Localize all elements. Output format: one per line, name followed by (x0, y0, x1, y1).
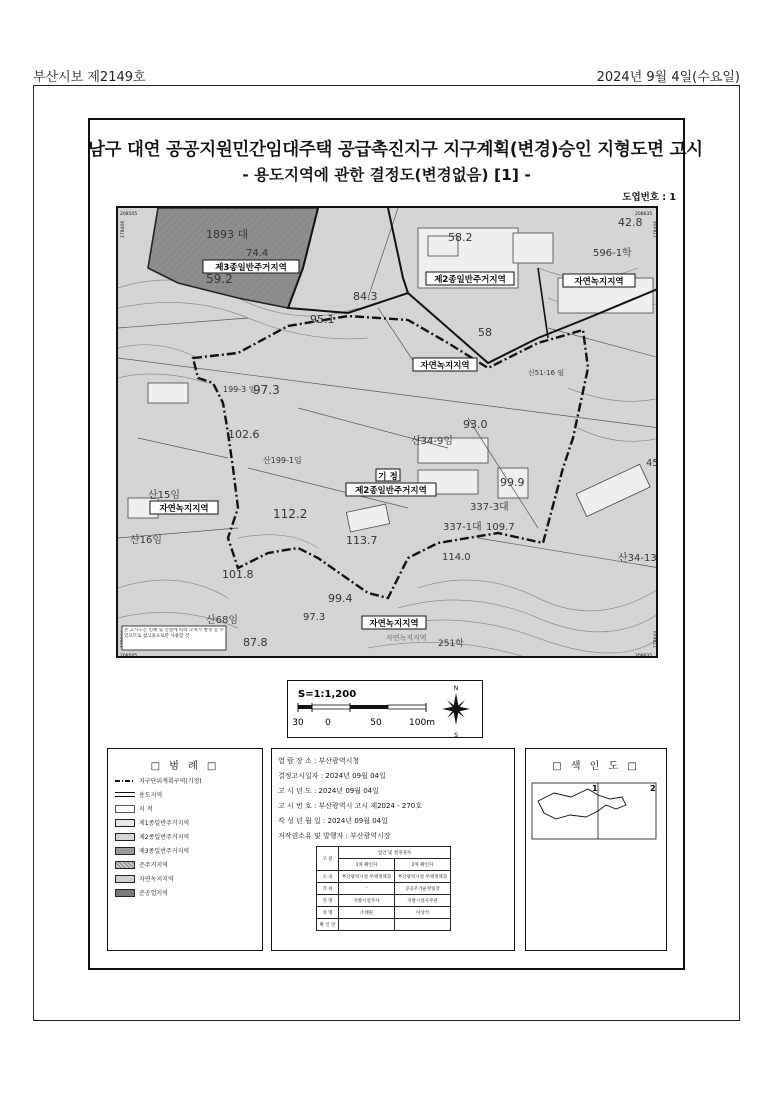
lot-label: 99.4 (328, 592, 353, 605)
sig-cell: 이상석 (395, 907, 451, 919)
sig-cell: 조대원 (339, 907, 395, 919)
lot-label: 자연녹지지역 (386, 634, 427, 642)
legend-swatch (115, 805, 135, 813)
legend-swatch (115, 833, 135, 841)
legend-swatch (115, 780, 135, 782)
gazette-issue: 부산시보 제2149호 (33, 70, 146, 85)
sheet-1-label: 1 (592, 784, 598, 793)
label-natural-mid: 자연녹지지역 (420, 361, 470, 371)
info-viewing-place: 열 람 장 소 : 부산광역시청 (278, 757, 360, 765)
coord-rb: 178644 (654, 630, 659, 648)
sig-label: 직 위 (317, 883, 339, 895)
coord-tl: 208505 (120, 212, 138, 217)
legend-swatch (115, 875, 135, 883)
lot-label: 42.8 (618, 216, 643, 229)
legend-item (115, 832, 189, 841)
lot-label: 101.8 (222, 568, 254, 581)
sig-col-1: 1차 확인자 (339, 859, 395, 871)
legend-item (115, 818, 189, 827)
lot-label: 114.0 (442, 552, 471, 563)
info-notice-number: 고 시 번 호 : 부산광역시 고시 제2024 - 270호 (278, 802, 422, 810)
north-arrow-icon (442, 693, 470, 725)
info-publisher: 저작권소유 및 발행자 : 부산광역시장 (278, 832, 391, 840)
scale-label: S=1:1,200 (298, 689, 357, 700)
legend-label: 용도지역 (139, 792, 163, 799)
legend-swatch (115, 792, 135, 797)
lot-label: 산15임 (148, 490, 181, 501)
lot-label: 84.3 (353, 290, 378, 303)
sig-row-label: 구 분 (317, 847, 339, 871)
lot-label: 97.3 (253, 383, 280, 397)
scale-tick-100: 100m (409, 718, 435, 728)
lot-label: 95.1 (310, 313, 335, 326)
legend-item (115, 860, 168, 869)
legend-swatch (115, 819, 135, 827)
sig-header: 입안 및 결정권자 (339, 847, 451, 859)
legend-label: 제3종일반주거지역 (139, 848, 190, 855)
sheet-2-label: 2 (650, 784, 656, 793)
gazette-date: 2024년 9월 4일(수요일) (596, 70, 740, 85)
notice-subtitle: - 용도지역에 관한 결정도(변경없음) [1] - (242, 166, 531, 184)
coord-br: 208635 (635, 654, 653, 659)
legend-label: 준공업지역 (139, 890, 168, 897)
notice-info-panel (271, 748, 515, 951)
legend-label: 제2종일반주거지역 (139, 834, 190, 841)
sig-cell (339, 919, 395, 931)
index-sheet-diagram (526, 773, 666, 843)
legend-item (115, 874, 174, 883)
coord-tr: 208635 (635, 212, 653, 217)
label-natural-left: 자연녹지지역 (159, 504, 209, 514)
coord-bl: 208505 (120, 654, 138, 659)
label-natural-topright: 자연녹지지역 (574, 277, 624, 287)
lot-label: 산199-1임 (263, 456, 302, 465)
legend-label: 자연녹지지역 (139, 876, 174, 883)
south-label: S (454, 732, 458, 739)
sig-label: 직 명 (317, 895, 339, 907)
sig-cell: 부산광역시청 주택정책과 (339, 871, 395, 883)
sig-cell: - (339, 883, 395, 895)
land-use-map (116, 206, 658, 658)
lot-label: 113.7 (346, 534, 378, 547)
signature-table (316, 846, 451, 931)
north-label: N (453, 685, 459, 692)
scale-tick-0: 0 (325, 718, 331, 728)
scale-box (287, 680, 483, 738)
legend-label: 제1종일반주거지역 (139, 820, 190, 827)
lot-label: 99.9 (500, 476, 525, 489)
scale-bar (288, 681, 484, 739)
coord-lt: 178406 (121, 220, 126, 238)
map-note: 본 고시도는 인쇄 및 신설에 따라 오차가 발생 할 수 있으므로 참고용으로만 사용할 것 (124, 628, 224, 639)
legend-swatch (115, 861, 135, 869)
lot-label: 58 (478, 326, 492, 339)
lot-label: 신34-9임 (411, 436, 454, 447)
location-title: □ 색 인 도 □ (552, 761, 640, 772)
legend-item (115, 846, 189, 855)
sig-label: 확 인 란 (317, 919, 339, 931)
legend-label: 준주거지역 (139, 862, 168, 869)
lot-label: 337-1대 (443, 522, 482, 533)
sig-cell: 부산광역시청 주택정책과 (395, 871, 451, 883)
lot-label: 74.4 (246, 248, 269, 259)
legend-item (115, 804, 153, 813)
sig-cell: 지방시설주사 (339, 895, 395, 907)
lot-label: 109.7 (486, 522, 515, 533)
legend-item (115, 888, 168, 897)
lot-label: 102.6 (228, 428, 260, 441)
sig-label: 소 속 (317, 871, 339, 883)
lot-label: 1893 대 (206, 228, 249, 241)
info-notice-year: 고 시 년 도 : 2024년 09월 04일 (278, 787, 379, 795)
lot-label: 112.2 (273, 507, 308, 521)
label-zone2-top: 제2종일반주거지역 (434, 275, 506, 285)
lot-label: 58.2 (448, 231, 473, 244)
info-decision-date: 결정고시일자 : 2024년 09월 04일 (278, 772, 386, 780)
label-natural-bottom: 자연녹지지역 (369, 619, 419, 629)
legend-label: 지 적 (139, 806, 153, 813)
coord-rt: 178406 (654, 220, 659, 238)
doc-number: 도엽번호 : 1 (622, 192, 676, 203)
scale-tick-50: 50 (370, 718, 382, 728)
lot-label: 251학 (438, 639, 464, 649)
notice-title: 남구 대연 공공지원민간임대주택 공급촉진지구 지구계획(변경)승인 지형도면 고시 (88, 140, 703, 160)
lot-label: 산34-13 (618, 553, 657, 564)
lot-label: 93.0 (463, 418, 488, 431)
label-zone3: 제3종일반주거지역 (215, 263, 287, 273)
legend-label: 지구단위계획구역(기정) (139, 778, 202, 785)
label-existing: 기 정 (378, 472, 398, 482)
lot-label: 산16임 (130, 535, 163, 546)
lot-label: 신51-16 임 (528, 369, 565, 377)
scale-tick-30: 30 (292, 718, 304, 728)
legend-item (115, 790, 162, 799)
legend-swatch (115, 889, 135, 897)
label-zone2-center: 제2종일반주거지역 (355, 486, 427, 496)
legend-panel (107, 748, 263, 951)
location-index-panel (525, 748, 667, 951)
lot-label: 59.2 (206, 272, 233, 286)
lot-label: 337-3대 (470, 502, 509, 513)
map-canvas (118, 208, 658, 658)
lot-label: 199-3 임 (223, 385, 257, 394)
lot-label: 87.8 (243, 636, 268, 649)
sig-cell (395, 919, 451, 931)
legend-item (115, 776, 202, 785)
legend-swatch (115, 847, 135, 855)
sig-label: 성 명 (317, 907, 339, 919)
lot-label: 산68임 (206, 615, 239, 626)
lot-label: 596-1학 (593, 248, 632, 259)
legend-title: □ 범 례 □ (150, 761, 220, 772)
lot-label: 97.3 (303, 612, 326, 623)
sig-col-2: 2차 확인자 (395, 859, 451, 871)
info-created-date: 작 성 년 월 일 : 2024년 09월 04일 (278, 817, 388, 825)
lot-label: 45 (646, 458, 659, 469)
sig-cell: 지방시설사무관 (395, 895, 451, 907)
sig-cell: 공공주거운영팀장 (395, 883, 451, 895)
